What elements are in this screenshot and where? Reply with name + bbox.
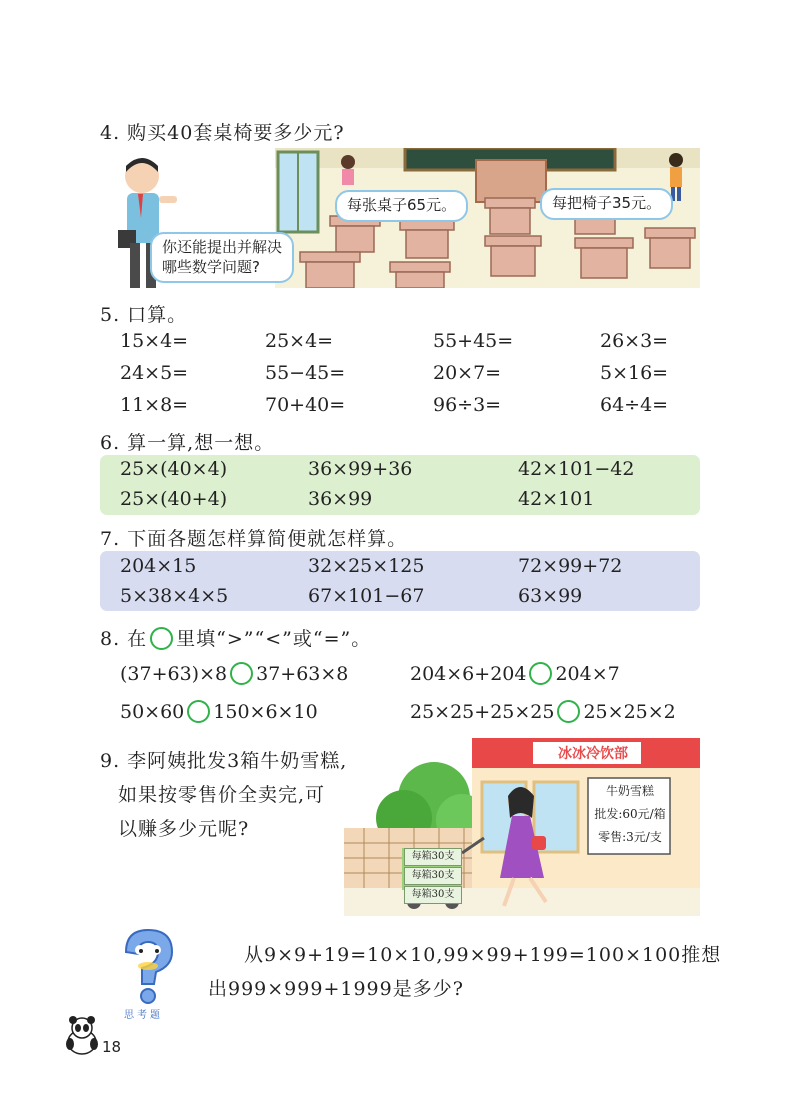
compare-circle-1[interactable] bbox=[230, 662, 253, 685]
panda-icon bbox=[64, 1016, 100, 1056]
poster-retail: 零售:3元/支 bbox=[598, 830, 662, 844]
compare-circle-4[interactable] bbox=[557, 700, 580, 723]
box-label-2: 每箱30支 bbox=[404, 867, 462, 885]
q5-r3-c4: 64÷4= bbox=[600, 394, 669, 416]
question-mark-mascot-icon bbox=[112, 926, 182, 1006]
q8-item-4 bbox=[410, 700, 676, 723]
q6-r2-c3: 42×101 bbox=[518, 488, 595, 510]
q6-r1-c2: 36×99+36 bbox=[308, 458, 413, 480]
shop-sign: 冰冰冷饮部 bbox=[558, 746, 628, 762]
q8-item-2 bbox=[410, 662, 620, 685]
q7-title: 7. 下面各题怎样算简便就怎样算。 bbox=[100, 528, 408, 550]
q9-text bbox=[100, 744, 347, 846]
q5-r1-c3: 55+45= bbox=[433, 330, 514, 352]
q7-r2-c2: 67×101−67 bbox=[308, 585, 425, 607]
q6-r2-c1: 25×(40+4) bbox=[120, 488, 228, 510]
q8-item-4-right: 25×25×2 bbox=[583, 701, 676, 723]
q5-r3-c3: 96÷3= bbox=[433, 394, 502, 416]
q8-item-2-left: 204×6+204 bbox=[410, 663, 527, 685]
q7-r1-c1: 204×15 bbox=[120, 555, 197, 577]
q8-item-3-left: 50×60 bbox=[120, 701, 185, 723]
page-number: 18 bbox=[102, 1038, 122, 1056]
ice-cream-boxes bbox=[404, 848, 462, 904]
teacher-speech-line-2: 哪些数学问题? bbox=[162, 257, 260, 276]
q7-r2-c3: 63×99 bbox=[518, 585, 583, 607]
q8-title-before: 8. 在 bbox=[100, 628, 148, 650]
poster-wholesale: 批发:60元/箱 bbox=[594, 807, 666, 821]
poster-title: 牛奶雪糕 bbox=[605, 784, 654, 798]
q6-r1-c3: 42×101−42 bbox=[518, 458, 635, 480]
q6-r1-c1: 25×(40×4) bbox=[120, 458, 228, 480]
q8-item-2-right: 204×7 bbox=[555, 663, 620, 685]
q5-r1-c2: 25×4= bbox=[265, 330, 334, 352]
q8-item-1 bbox=[120, 662, 348, 685]
q8-item-3-right: 150×6×10 bbox=[213, 701, 318, 723]
q5-r2-c3: 20×7= bbox=[433, 362, 502, 384]
q9-line-1: 9. 李阿姨批发3箱牛奶雪糕, bbox=[100, 750, 348, 772]
q6-title: 6. 算一算,想一想。 bbox=[100, 432, 275, 454]
q5-r2-c4: 5×16= bbox=[600, 362, 669, 384]
q8-title-after: 里填“>”“<”或“=”。 bbox=[176, 628, 372, 650]
box-label-1: 每箱30支 bbox=[404, 848, 462, 866]
q7-r1-c3: 72×99+72 bbox=[518, 555, 623, 577]
q9-line-2: 如果按零售价全卖完,可 bbox=[118, 784, 326, 806]
compare-circle-2[interactable] bbox=[529, 662, 552, 685]
answer-circle-icon bbox=[150, 627, 173, 650]
box-label-3: 每箱30支 bbox=[404, 886, 462, 904]
q5-r1-c1: 15×4= bbox=[120, 330, 189, 352]
q5-r3-c1: 11×8= bbox=[120, 394, 189, 416]
q5-title: 5. 口算。 bbox=[100, 304, 188, 326]
compare-circle-3[interactable] bbox=[187, 700, 210, 723]
teacher-speech-line-1: 你还能提出并解决 bbox=[162, 238, 283, 256]
thinking-text bbox=[208, 938, 721, 1006]
thinking-badge: 思考题 bbox=[124, 1010, 163, 1021]
q7-r2-c1: 5×38×4×5 bbox=[120, 585, 229, 607]
q8-item-3 bbox=[120, 700, 318, 723]
q5-r2-c2: 55−45= bbox=[265, 362, 346, 384]
chair-price-bubble: 每把椅子35元。 bbox=[540, 188, 673, 220]
thinking-line-1: 从9×9+19=10×10,99×99+199=100×100推想 bbox=[244, 944, 722, 966]
q6-r2-c2: 36×99 bbox=[308, 488, 373, 510]
q8-item-1-left: (37+63)×8 bbox=[120, 663, 228, 685]
teacher-speech-bubble bbox=[150, 232, 294, 283]
q8-item-4-left: 25×25+25×25 bbox=[410, 701, 555, 723]
price-poster bbox=[590, 780, 670, 849]
q5-r1-c4: 26×3= bbox=[600, 330, 669, 352]
q4-title: 4. 购买40套桌椅要多少元? bbox=[100, 122, 345, 144]
q8-item-1-right: 37+63×8 bbox=[256, 663, 349, 685]
q5-r3-c2: 70+40= bbox=[265, 394, 346, 416]
q5-r2-c1: 24×5= bbox=[120, 362, 189, 384]
thinking-line-2: 出999×999+1999是多少? bbox=[208, 978, 464, 1000]
q9-line-3: 以赚多少元呢? bbox=[118, 818, 250, 840]
desk-price-bubble: 每张桌子65元。 bbox=[335, 190, 468, 222]
q8-title bbox=[100, 624, 371, 651]
q7-r1-c2: 32×25×125 bbox=[308, 555, 425, 577]
